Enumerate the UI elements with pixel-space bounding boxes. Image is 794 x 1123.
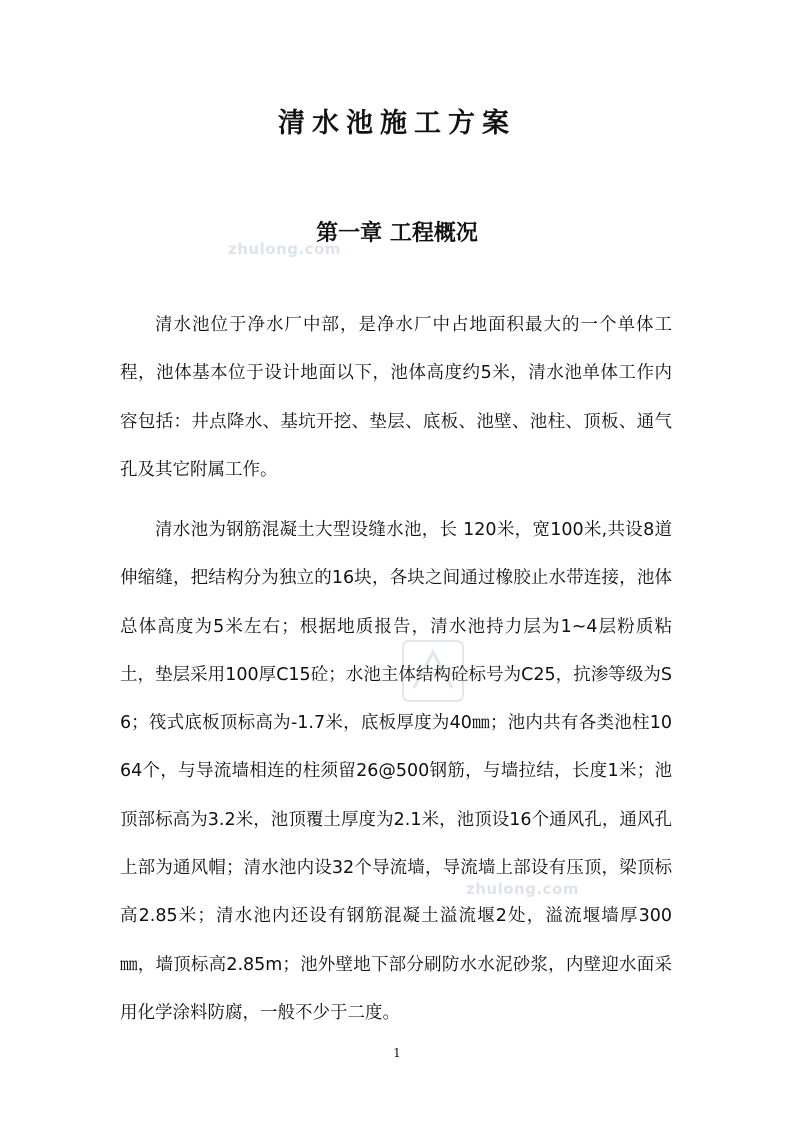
watermark-text: zhulong.com — [228, 240, 341, 258]
paragraph: 清水池为钢筋混凝土大型设缝水池，长 120米，宽100米,共设8道伸缩缝，把结构分为独立的16块，各块之间通过橡胶止水带连接，池体总体高度为5米左右；根据地质报告，清水池持力层为1~4层粉质粘土，垫层采用100厚C15砼；水池主体结构砼标号为C25，抗渗等级为S6；筏式底板顶标高为-1.7米，底板厚度为40㎜；池内共有各类池柱1064个，与导流墙相连的柱须留26@500钢筋，与墙拉结，长度1米；池顶部标高为3.2米，池顶覆土厚度为2.1米，池顶设16个通风孔，通风孔上部为通风帽；清水池内设32个导流墙，导流墙上部设有压顶，梁顶标高2.85米；清水池内还设有钢筋混凝土溢流堰2处，溢流堰墙厚300㎜，墙顶标高2.85m；池外壁地下部分刷防水水泥砂浆，内壁迎水面采用化学涂料防腐，一般不少于二度。 — [120, 520, 672, 1023]
document-title: 清水池施工方案 — [278, 108, 516, 139]
page-number: 1 — [393, 1046, 401, 1060]
paragraph: 清水池位于净水厂中部，是净水厂中占地面积最大的一个单体工程，池体基本位于设计地面以下，池体高度约5米，清水池单体工作内容包括：井点降水、基坑开挖、垫层、底板、池壁、池柱、顶板、通气孔及其它附属工作。 — [120, 315, 672, 480]
chapter-title: 第一章 工程概况 — [316, 221, 478, 246]
watermark-text: zhulong.com — [466, 880, 579, 898]
